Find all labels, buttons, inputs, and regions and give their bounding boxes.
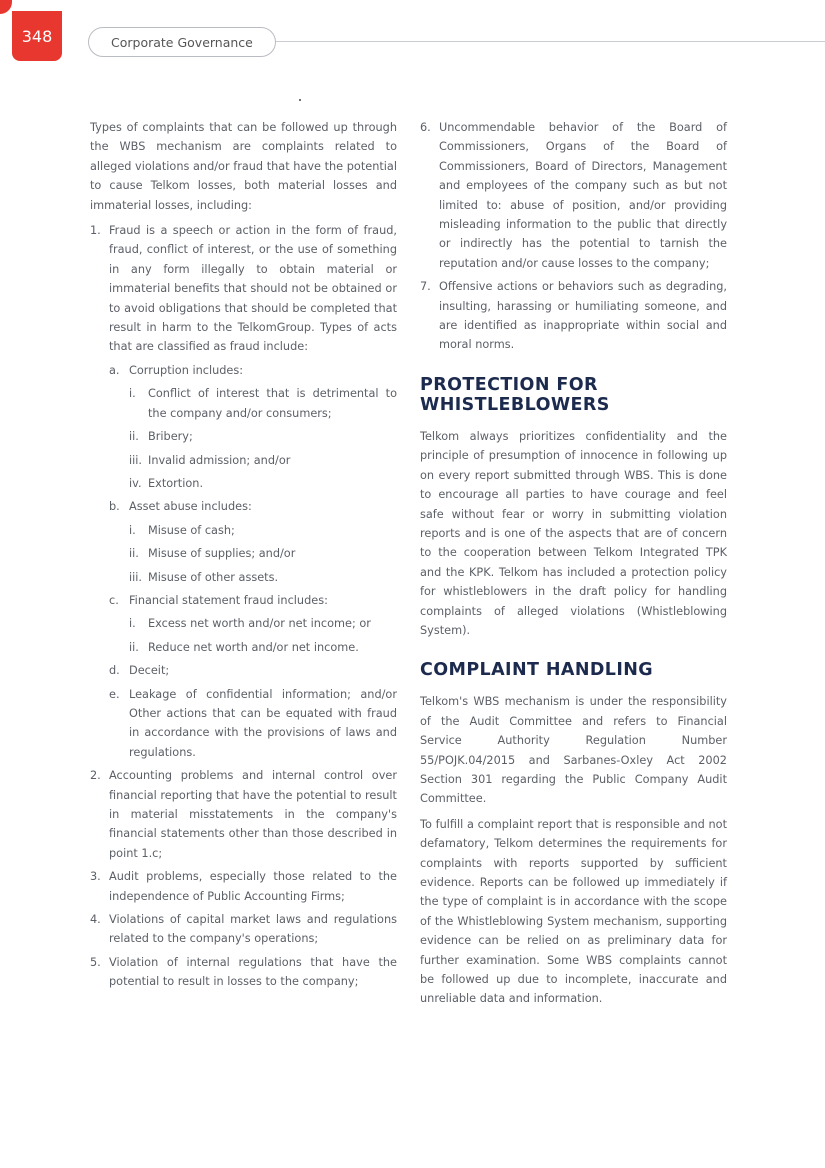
list-item-1a-iv <box>90 474 397 493</box>
list-item-text: Extortion. <box>148 476 204 490</box>
list-item-text: Offensive actions or behaviors such as degrading, insulting, harassing or humiliating someone, and are identified as inappropriate within social and moral norms. <box>439 280 727 352</box>
list-item-text: Fraud is a speech or action in the form of fraud, fraud, conflict of interest, or the use of something in any form illegally to obtain material or immaterial benefits that should not be obtained or to avoid obligations that should be completed that result in harm to the TelkomGroup. Types of acts that are classified as fraud include: <box>109 224 397 354</box>
list-marker: ii. <box>129 430 139 444</box>
list-item-1b-i <box>90 521 397 540</box>
list-marker: i. <box>129 617 136 631</box>
list-item-1c <box>90 591 397 610</box>
list-item-1c-ii <box>90 638 397 657</box>
list-item-text: Bribery; <box>148 430 193 444</box>
list-item-6 <box>420 118 727 273</box>
list-item-1b-ii <box>90 544 397 563</box>
left-column <box>90 118 397 996</box>
protection-paragraph: Telkom always prioritizes confidentiality and the principle of presumption of innocence in following up on every report submitted through WBS. This is done to encourage all parties to have courage and feel safe without fear or worry in submitting violation reports and is one of the aspects that are of concern to the cooperation between Telkom Integrated TPK and the KPK. Telkom has included a protection policy for whistleblowers in the draft policy for handling complaints of alleged violations (Whistleblowing System). <box>420 429 727 637</box>
list-marker: ii. <box>129 640 139 654</box>
list-marker: iv. <box>129 476 142 490</box>
list-item-1 <box>90 221 397 357</box>
list-marker: 3. <box>90 870 101 884</box>
list-marker: iii. <box>129 453 143 467</box>
complaint-paragraph-2: To fulfill a complaint report that is responsible and not defamatory, Telkom determines the requirements for complaints with reports supported by sufficient evidence. Reports can be followed up immediately if the type of complaint is in accordance with the scope of the Whistleblowing System mechanism, supporting evidence can be relied on as preliminary data for further examination. Some WBS complaints cannot be followed up due to incomplete, inaccurate and unreliable data and information. <box>420 817 727 1006</box>
list-item-4 <box>90 910 397 949</box>
list-item-text: Violations of capital market laws and regulations related to the company's operations; <box>109 913 397 946</box>
list-item-7 <box>420 277 727 355</box>
list-marker: b. <box>109 500 120 514</box>
list-marker: 1. <box>90 224 101 238</box>
list-marker: i. <box>129 523 136 537</box>
list-item-5 <box>90 953 397 992</box>
list-marker: 6. <box>420 121 431 134</box>
list-item-text: Audit problems, especially those related to the independence of Public Accounting Firms; <box>109 870 397 903</box>
list-marker: e. <box>109 687 120 701</box>
header-divider <box>274 41 825 42</box>
list-marker: 5. <box>90 955 101 969</box>
list-marker: d. <box>109 664 120 678</box>
list-item-1b <box>90 497 397 516</box>
list-marker: ii. <box>129 547 139 561</box>
list-item-1a-iii <box>90 451 397 470</box>
list-item-1a-i <box>90 384 397 423</box>
list-marker: 7. <box>420 280 431 294</box>
list-item-3 <box>90 867 397 906</box>
list-marker: 2. <box>90 769 101 783</box>
list-marker: c. <box>109 593 119 607</box>
list-marker: 4. <box>90 913 101 927</box>
list-item-text: Accounting problems and internal control over financial reporting that have the potential to result in material misstatements in the company's financial statements other than those described in point 1.c; <box>109 769 397 860</box>
list-item-text: Corruption includes: <box>129 363 244 377</box>
list-item-text: Deceit; <box>129 664 170 678</box>
list-marker: a. <box>109 363 120 377</box>
complaint-paragraph-1: Telkom's WBS mechanism is under the responsibility of the Audit Committee and refers to Financial Service Authority Regulation Number 55/POJK.04/2015 and Sarbanes-Oxley Act 2002 Section 301 regarding the Public Company Audit Committee. <box>420 695 727 806</box>
list-item-text: Conflict of interest that is detrimental to the company and/or consumers; <box>148 387 397 420</box>
complaint-heading: COMPLAINT HANDLING <box>420 660 654 681</box>
list-item-text: Asset abuse includes: <box>129 500 252 514</box>
list-item-text: Financial statement fraud includes: <box>129 593 328 607</box>
protection-heading: PROTECTION FOR WHISTLEBLOWERS <box>420 374 610 415</box>
list-item-1c-i <box>90 614 397 633</box>
list-item-text: Leakage of confidential information; and/or Other actions that can be equated with fraud in accordance with the provisions of laws and regulations. <box>129 687 397 759</box>
list-item-text: Uncommendable behavior of the Board of Commissioners, Organs of the Board of Commissioners, Board of Directors, Management and employees of the company such as but not limited to: abuse of position, and/or providing misleading information to the public that directly or indirectly has the potential to tarnish the reputation and/or cause losses to the company; <box>439 121 727 270</box>
list-item-1b-iii <box>90 568 397 587</box>
list-item-text: Misuse of other assets. <box>148 570 279 584</box>
list-marker: i. <box>129 387 136 401</box>
list-item-text: Misuse of supplies; and/or <box>148 547 296 561</box>
list-item-text: Reduce net worth and/or net income. <box>148 640 359 654</box>
list-item-1a-ii <box>90 427 397 446</box>
list-item-text: Invalid admission; and/or <box>148 453 291 467</box>
page-number: 348 <box>21 26 53 46</box>
section-label <box>88 27 276 57</box>
list-marker: iii. <box>129 570 143 584</box>
list-item-text: Violation of internal regulations that have the potential to result in losses to the company; <box>109 955 397 989</box>
right-column <box>420 118 727 1015</box>
corner-accent <box>0 0 12 14</box>
section-title: Corporate Governance <box>111 34 253 50</box>
list-item-1e <box>90 685 397 763</box>
list-item-1d <box>90 661 397 680</box>
list-item-text: Misuse of cash; <box>148 523 235 537</box>
list-item-text: Excess net worth and/or net income; or <box>148 617 371 631</box>
stray-dot <box>299 99 301 101</box>
page-number-badge <box>12 11 62 61</box>
list-item-1a <box>90 361 397 380</box>
list-item-2 <box>90 766 397 863</box>
intro-paragraph: Types of complaints that can be followed up through the WBS mechanism are complaints related to alleged violations and/or fraud that have the potential to cause Telkom losses, both material losses and immaterial losses, including: <box>90 121 397 212</box>
